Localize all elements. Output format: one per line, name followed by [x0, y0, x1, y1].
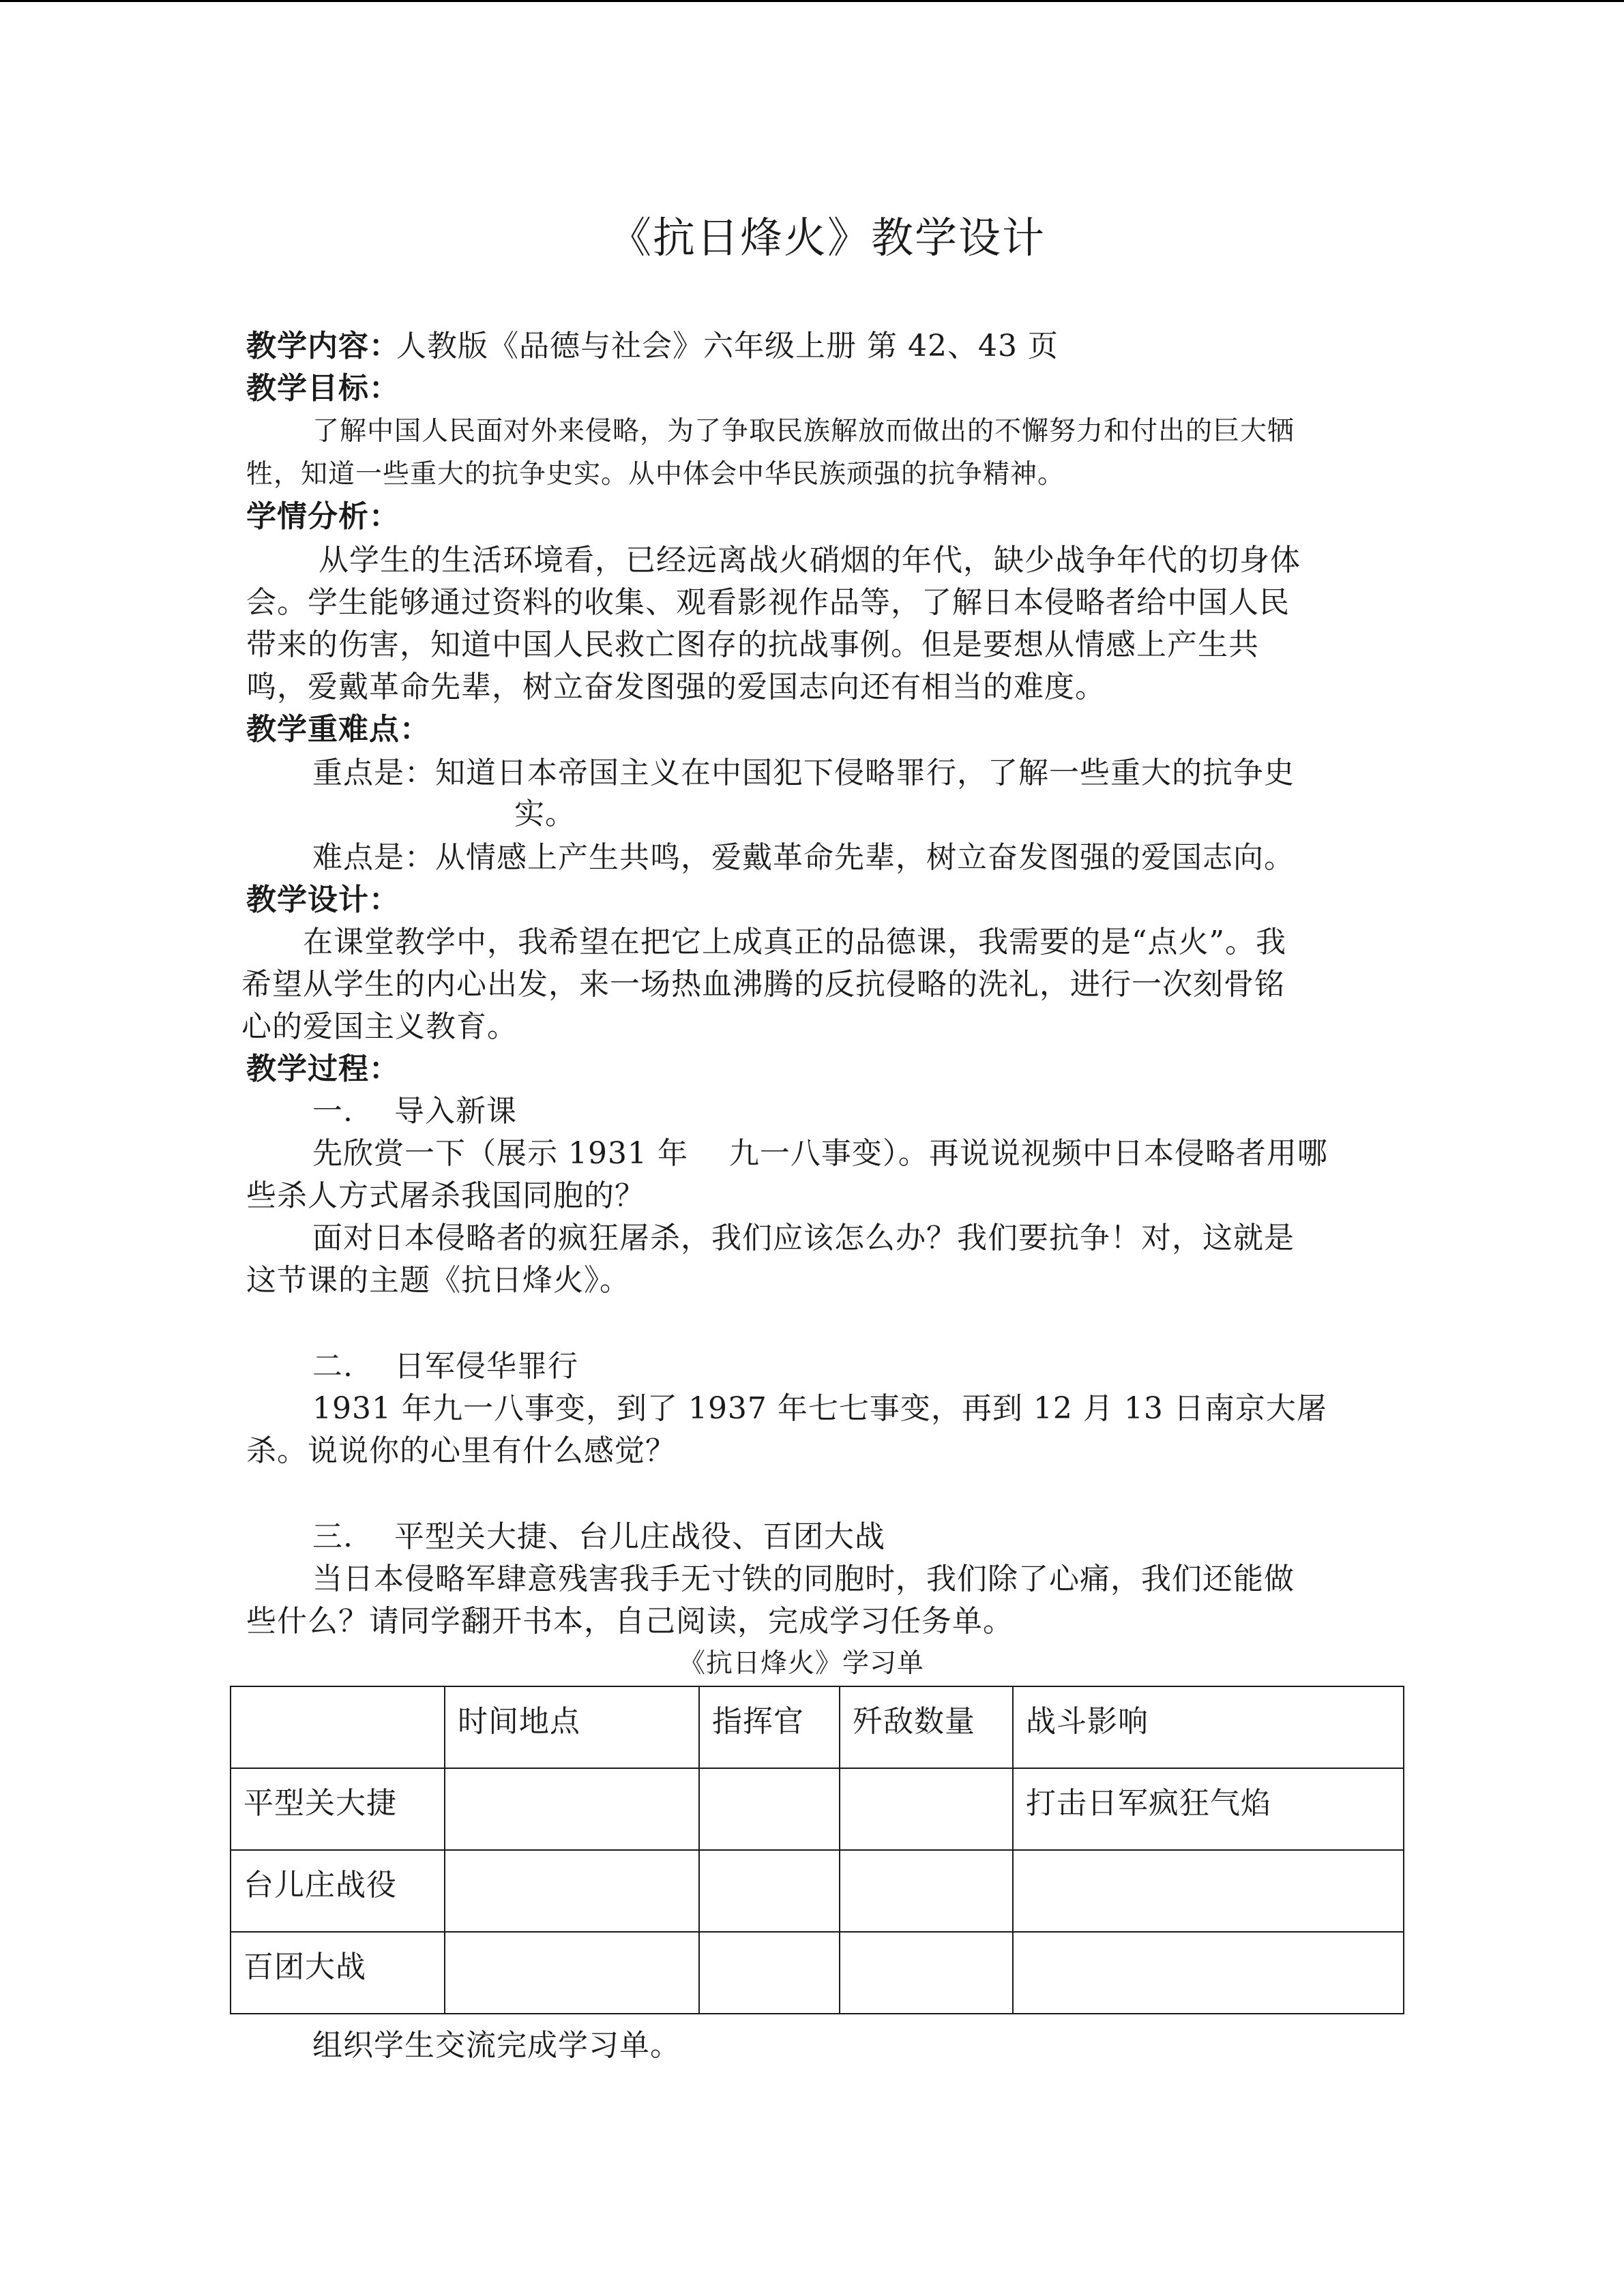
goals-label: 教学目标： [246, 371, 400, 406]
section-3-title: 三. 平型关大捷、台儿庄战役、百团大战 [312, 1519, 885, 1554]
analysis-label: 学情分析： [246, 499, 400, 534]
goals-line: 了解中国人民面对外来侵略，为了争取民族解放而做出的不懈努力和付出的巨大牺 [312, 416, 1295, 447]
section-3-line: 当日本侵略军肆意残害我手无寸铁的同胞时，我们除了心痛，我们还能做 [312, 1562, 1295, 1596]
table-cell [699, 1932, 840, 2014]
content-text: 人教版《品德与社会》六年级上册 第 42、43 页 [396, 329, 1059, 363]
section-1-title: 一. 导入新课 [312, 1094, 517, 1129]
analysis-line: 鸣，爱戴革命先辈，树立奋发图强的爱国志向还有相当的难度。 [246, 670, 1106, 704]
worksheet-title: 《抗日烽火》学习单 [679, 1648, 925, 1679]
table-cell [445, 1932, 699, 2014]
design-line: 心的爱国主义教育。 [241, 1009, 518, 1044]
table-cell [1013, 1932, 1404, 2014]
table-cell [699, 1768, 840, 1850]
table-cell [840, 1932, 1013, 2014]
table-header-cell: 歼敌数量 [840, 1686, 1013, 1768]
goals-line: 牲，知道一些重大的抗争史实。从中体会中华民族顽强的抗争精神。 [246, 459, 1065, 490]
section-1-line: 些杀人方式屠杀我国同胞的？ [246, 1178, 645, 1213]
section-2-line: 1931 年九一八事变，到了 1937 年七七事变，再到 12 月 13 日南京大屠 [312, 1391, 1327, 1426]
design-line: 在课堂教学中，我希望在把它上成真正的品德课，我需要的是“点火”。我 [303, 925, 1286, 959]
section-2-line: 杀。说说你的心里有什么感觉？ [246, 1433, 676, 1468]
table-cell [840, 1768, 1013, 1850]
table-cell [840, 1850, 1013, 1932]
closing-text: 组织学生交流完成学习单。 [312, 2028, 681, 2063]
section-2-title: 二. 日军侵华罪行 [312, 1349, 578, 1384]
keypoints-label: 教学重难点： [246, 712, 430, 747]
table-header-cell: 指挥官 [699, 1686, 840, 1768]
analysis-line: 带来的伤害，知道中国人民救亡图存的抗战事例。但是要想从情感上产生共 [246, 627, 1259, 662]
table-cell: 台儿庄战役 [231, 1850, 445, 1932]
content-label: 教学内容： [246, 329, 400, 363]
table-cell [445, 1850, 699, 1932]
section-3-line: 些什么？请同学翻开书本，自己阅读，完成学习任务单。 [246, 1604, 1014, 1639]
table-row [231, 1768, 1404, 1850]
key-point-line: 重点是：知道日本帝国主义在中国犯下侵略罪行，了解一些重大的抗争史 [312, 756, 1295, 790]
section-1-line: 面对日本侵略者的疯狂屠杀，我们应该怎么办？我们要抗争！对，这就是 [312, 1221, 1295, 1255]
table-cell: 百团大战 [231, 1932, 445, 2014]
table-cell [1013, 1850, 1404, 1932]
table-header-cell [231, 1686, 445, 1768]
section-1-line: 先欣赏一下（展示 1931 年 九一八事变）。再说说视频中日本侵略者用哪 [312, 1136, 1328, 1171]
process-label: 教学过程： [246, 1052, 400, 1086]
analysis-line: 会。学生能够通过资料的收集、观看影视作品等，了解日本侵略者给中国人民 [246, 585, 1290, 620]
table-cell [699, 1850, 840, 1932]
table-header-cell: 战斗影响 [1013, 1686, 1404, 1768]
table-row [231, 1932, 1404, 2014]
design-label: 教学设计： [246, 882, 400, 917]
hard-point-line: 难点是：从情感上产生共鸣，爱戴革命先辈，树立奋发图强的爱国志向。 [312, 840, 1295, 875]
design-line: 希望从学生的内心出发，来一场热血沸腾的反抗侵略的洗礼，进行一次刻骨铭 [241, 967, 1285, 1002]
section-1-line: 这节课的主题《抗日烽火》。 [246, 1263, 630, 1298]
analysis-line: 从学生的生活环境看，已经远离战火硝烟的年代，缺少战争年代的切身体 [319, 543, 1301, 578]
page-title: 《抗日烽火》教学设计 [609, 213, 1046, 263]
page-top-border [0, 0, 1624, 2]
table-header-row [231, 1686, 1404, 1768]
worksheet-table [230, 1686, 1404, 2014]
table-row [231, 1850, 1404, 1932]
key-point-line: 实。 [514, 796, 576, 831]
table-cell [445, 1768, 699, 1850]
table-cell: 打击日军疯狂气焰 [1013, 1768, 1404, 1850]
table-cell: 平型关大捷 [231, 1768, 445, 1850]
table-header-cell: 时间地点 [445, 1686, 699, 1768]
